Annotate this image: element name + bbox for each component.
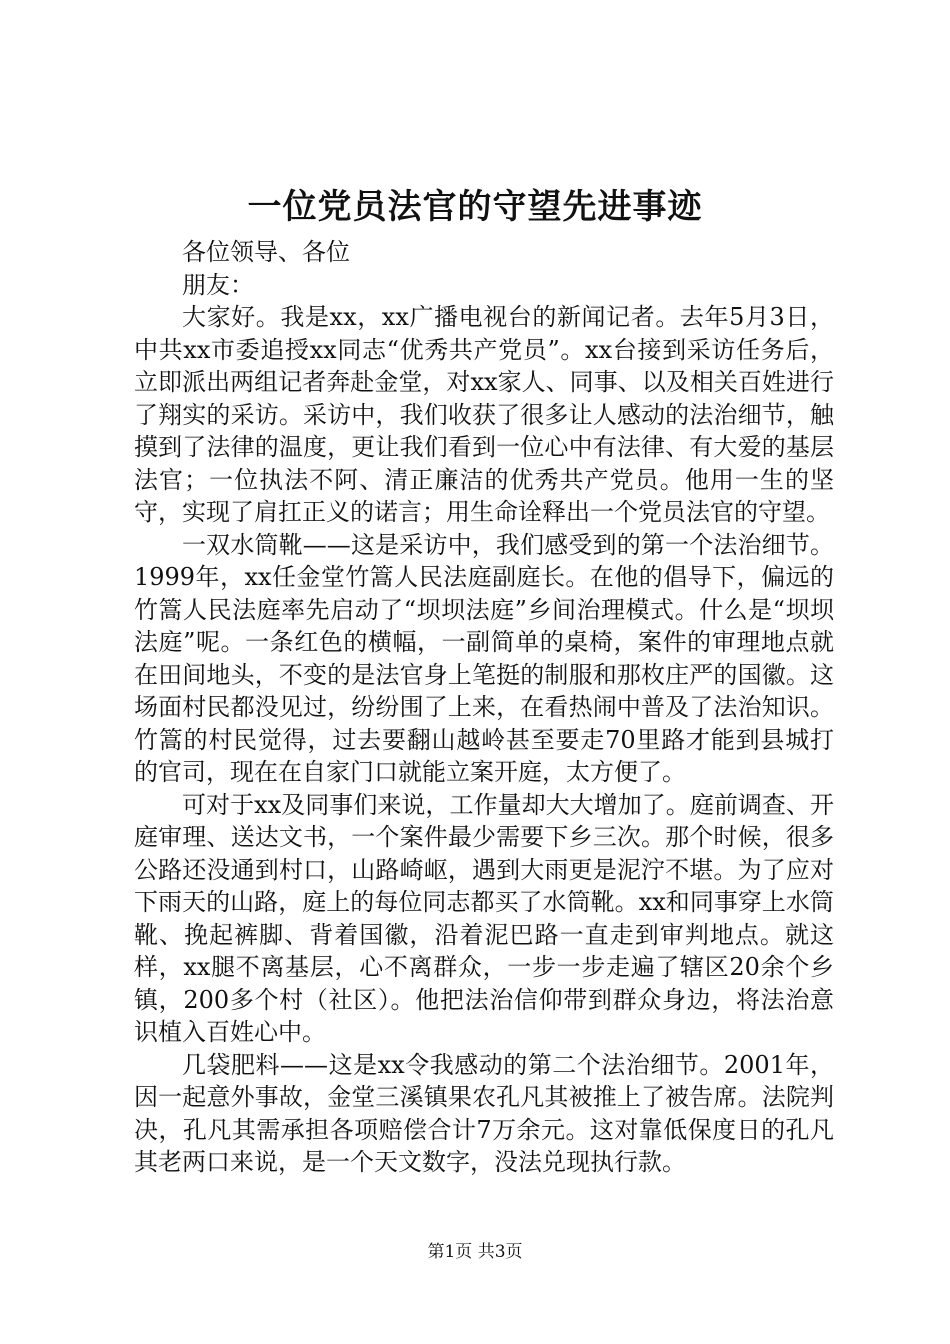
body-paragraph: 几袋肥料——这是xx令我感动的第二个法治细节。2001年，因一起意外事故，金堂三溪镇果农孔凡其被推上了被告席。法院判决，孔凡其需承担各项赔偿合计7万余元。这对靠低保度日的孔凡其老两口来说，是一个天文数字，没法兑现执行款。	[134, 1050, 834, 1176]
body-paragraph: 一双水筒靴——这是采访中，我们感受到的第一个法治细节。1999年，xx任金堂竹篙人民法庭副庭长。在他的倡导下，偏远的竹篙人民法庭率先启动了“坝坝法庭”乡间治理模式。什么是“坝坝法庭”呢。一条红色的横幅，一副简单的桌椅，案件的审理地点就在田间地头，不变的是法官身上笔挺的制服和那枚庄严的国徽。这场面村民都没见过，纷纷围了上来，在看热闹中普及了法治知识。竹篙的村民觉得，过去要翻山越岭甚至要走70里路才能到县城打的官司，现在在自家门口就能立案开庭，太方便了。	[134, 530, 834, 786]
page-footer: 第1页 共3页	[427, 1242, 523, 1262]
greeting-line: 朋友：	[182, 270, 254, 299]
body-paragraph: 大家好。我是xx，xx广播电视台的新闻记者。去年5月3日，中共xx市委追授xx同志“优秀共产党员”。xx台接到采访任务后，立即派出两组记者奔赴金堂，对xx家人、同事、以及相关百姓进行了翔实的采访。采访中，我们收获了很多让人感动的法治细节，触摸到了法律的温度，更让我们看到一位心中有法律、有大爱的基层法官；一位执法不阿、清正廉洁的优秀共产党员。他用一生的坚守，实现了肩扛正义的诺言；用生命诠释出一个党员法官的守望。	[134, 303, 834, 526]
document-title: 一位党员法官的守望先进事迹	[247, 187, 703, 227]
greeting-line: 各位领导、各位	[182, 238, 350, 266]
body-paragraph: 可对于xx及同事们来说，工作量却大大增加了。庭前调查、开庭审理、送达文书，一个案件最少需要下乡三次。那个时候，很多公路还没通到村口，山路崎岖，遇到大雨更是泥泞不堪。为了应对下雨天的山路，庭上的每位同志都买了水筒靴。xx和同事穿上水筒靴、挽起裤脚、背着国徽，沿着泥巴路一直走到审判地点。就这样，xx腿不离基层，心不离群众，一步一步走遍了辖区20余个乡镇，200多个村（社区）。他把法治信仰带到群众身边，将法治意识植入百姓心中。	[134, 790, 834, 1046]
document-body	[134, 236, 834, 1179]
